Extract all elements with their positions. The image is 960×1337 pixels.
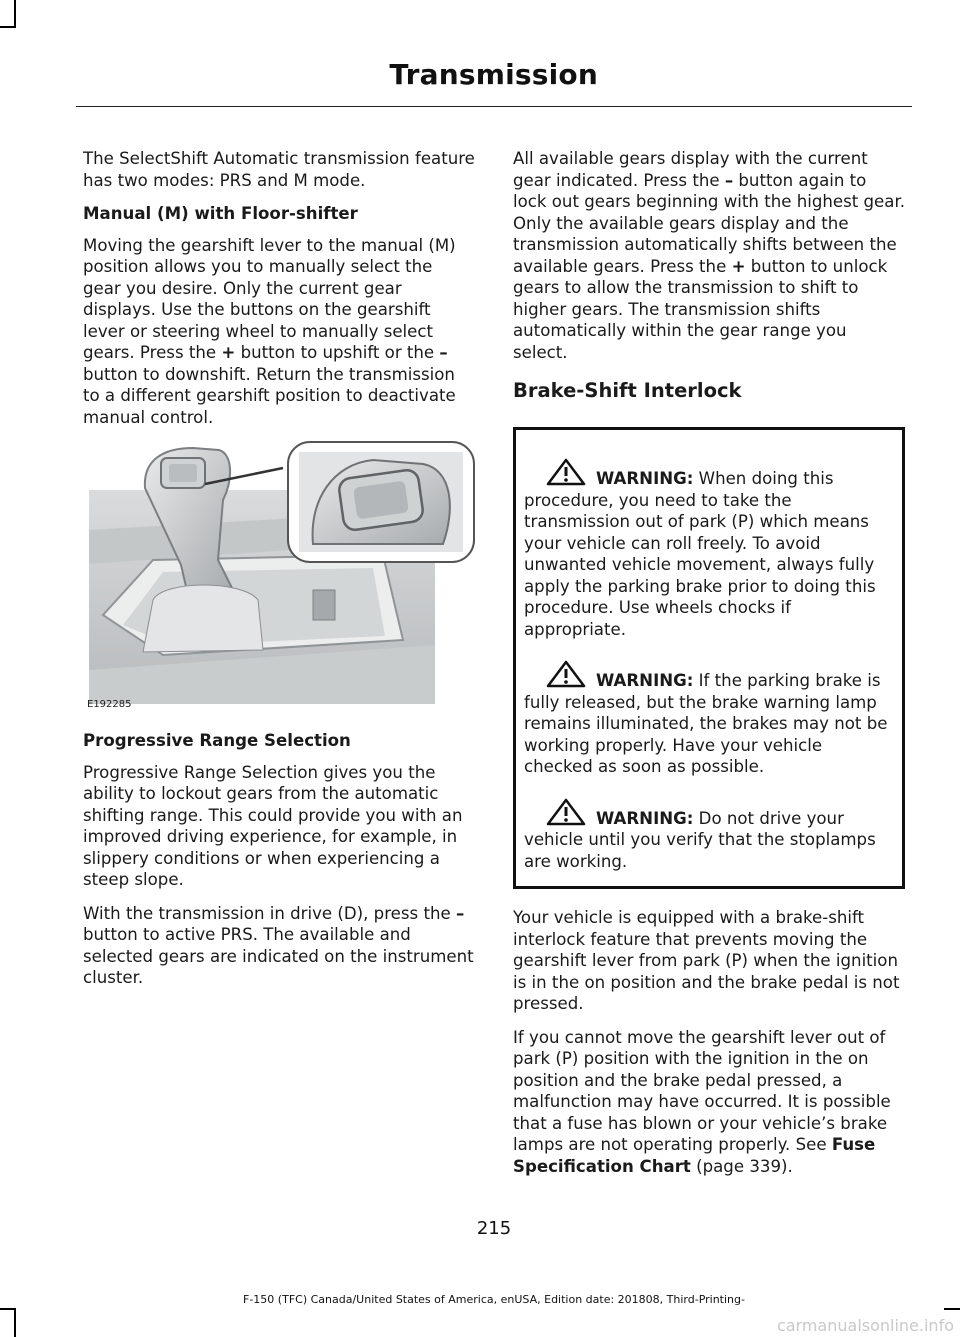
warning-label: WARNING:	[596, 469, 694, 488]
gearshift-drawing	[83, 440, 475, 712]
minus-symbol: –	[724, 170, 734, 190]
prs-activate-paragraph: With the transmission in drive (D), press the – button to active PRS. The available and selected gears are indicated on the instrument cluster.	[83, 903, 474, 987]
warning-item: WARNING: If the parking brake is fully released, but the brake warning lamp remains illuminated, the brakes may not be working properly. Have your vehicle checked as soon as possible.	[524, 660, 894, 778]
crop-mark	[14, 1308, 16, 1337]
page-title: Transmission	[389, 58, 598, 91]
fuse-chart-link[interactable]: Fuse Specification Chart	[513, 1135, 876, 1176]
minus-symbol: –	[455, 903, 465, 923]
page-number: 215	[476, 1218, 512, 1239]
warning-triangle-icon	[544, 660, 592, 688]
header-divider	[76, 106, 912, 107]
watermark: carmanualsonline.info	[776, 1316, 954, 1335]
crop-mark	[0, 26, 16, 28]
plus-symbol: +	[731, 256, 746, 276]
gears-display-paragraph: All available gears display with the current gear indicated. Press the – button again to lock out gears beginning with the highest gear. Only the available gears display and the transmission automatically shifts between the available gears. Press the + button to unlock gears to allow the transmission to shift to higher gears. The transmission shifts automatically within the gear range you select.	[513, 149, 906, 362]
warning-item: WARNING: When doing this procedure, you need to take the transmission out of park (P) which means your vehicle can roll freely. To avoid unwanted vehicle movement, always fully apply the parking brake prior to doing this procedure. Use wheels chocks if appropriate.	[524, 458, 894, 640]
warning-label: WARNING:	[596, 808, 694, 828]
crop-mark	[0, 1308, 16, 1310]
warning-box	[513, 427, 905, 889]
heading-manual-mode: Manual (M) with Floor-shifter	[83, 204, 358, 223]
edition-line: F-150 (TFC) Canada/United States of America, enUSA, Edition date: 201808, Third-Printing-	[243, 1293, 745, 1306]
heading-progressive-range-selection: Progressive Range Selection	[83, 731, 351, 750]
plus-symbol: +	[221, 343, 236, 362]
malfunction-paragraph: If you cannot move the gearshift lever out of park (P) position with the ignition in the on position and the brake pedal pressed, a malfunction may have occurred. It is possible that a fuse has blown or your vehicle’s brake lamps are not operating properly. See Fuse Specification Chart (page 339).	[513, 1027, 891, 1176]
crop-mark	[14, 0, 16, 28]
right-column	[513, 148, 905, 1189]
warning-triangle-icon	[544, 458, 592, 486]
left-column	[83, 148, 475, 1001]
intro-paragraph: The SelectShift Automatic transmission feature has two modes: PRS and M mode.	[83, 149, 475, 190]
minus-symbol: –	[439, 343, 448, 362]
crop-mark	[944, 1308, 960, 1310]
prs-paragraph: Progressive Range Selection gives you the ability to lockout gears from the automatic shifting range. This could provide you with an improved driving experience, for example, in slippery conditions or when experiencing a steep slope.	[83, 762, 463, 889]
warning-triangle-icon	[544, 798, 592, 826]
heading-brake-shift-interlock: Brake-Shift Interlock	[513, 379, 742, 402]
manual-mode-paragraph: Moving the gearshift lever to the manual (M) position allows you to manually select the gear you desire. Only the current gear displays. Use the buttons on the gearshift lever or steering wheel to manually select gears. Press the + button to upshift or the – button to downshift. Return the transmission to a different gearshift position to deactivate manual control.	[83, 235, 456, 427]
figure-id: E192285	[87, 699, 132, 710]
interlock-paragraph: Your vehicle is equipped with a brake-shift interlock feature that prevents moving the gearshift lever from park (P) when the ignition is in the on position and the brake pedal is not pressed.	[513, 908, 900, 1013]
warning-label: WARNING:	[596, 671, 694, 690]
gearshift-illustration	[83, 440, 475, 712]
warning-item: WARNING: Do not drive your vehicle until you verify that the stoplamps are working.	[524, 798, 894, 873]
